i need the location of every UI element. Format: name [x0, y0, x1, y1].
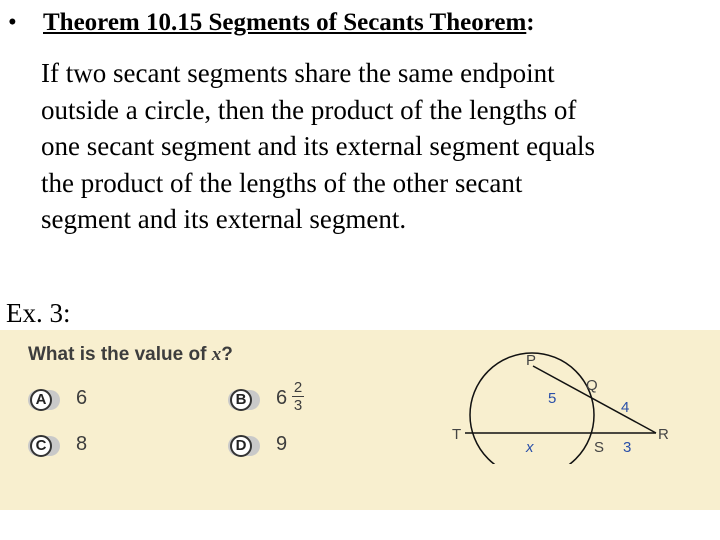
- fraction-numerator: 2: [293, 379, 303, 396]
- point-label-t: T: [452, 426, 462, 443]
- point-label-s: S: [594, 439, 605, 456]
- theorem-title: Theorem 10.15 Segments of Secants Theorem: [43, 9, 527, 36]
- choice-whole: 6: [276, 387, 288, 409]
- choice-fraction: [292, 379, 304, 414]
- theorem-line: one secant segment and its external segment equals: [41, 131, 596, 161]
- question-variable: x: [211, 344, 222, 365]
- theorem-line: If two secant segments share the same endpoint: [41, 58, 555, 88]
- choice-letter: C: [30, 435, 52, 457]
- segment-label-qr: 4: [621, 399, 630, 416]
- bullet-icon: •: [8, 9, 17, 36]
- choice-value: 6: [76, 387, 88, 409]
- question-panel: [0, 330, 720, 510]
- question-mark: ?: [221, 344, 233, 365]
- choice-letter: D: [230, 435, 252, 457]
- segment-label-pq: 5: [548, 390, 557, 407]
- question-text: What is the value of: [28, 344, 212, 365]
- theorem-line: segment and its external segment.: [41, 204, 407, 234]
- fraction-denominator: 3: [293, 397, 303, 414]
- theorem-statement: [41, 55, 720, 238]
- choice-value: 9: [276, 433, 288, 455]
- point-label-r: R: [658, 426, 669, 443]
- question-prompt: [28, 344, 233, 366]
- choice-letter: A: [30, 389, 52, 411]
- example-label: Ex. 3:: [6, 298, 71, 328]
- segment-label-ts: x: [526, 439, 534, 456]
- choice-letter: B: [230, 389, 252, 411]
- theorem-heading: [43, 6, 535, 39]
- point-label-p: P: [526, 352, 537, 369]
- theorem-line: the product of the lengths of the other secant: [41, 167, 523, 198]
- theorem-colon: :: [526, 9, 535, 36]
- secant-diagram: [440, 344, 680, 464]
- choice-value: 8: [76, 433, 88, 455]
- segment-label-sr: 3: [623, 439, 632, 456]
- theorem-line: outside a circle, then the product of the lengths of: [41, 94, 577, 125]
- point-label-q: Q: [586, 377, 598, 394]
